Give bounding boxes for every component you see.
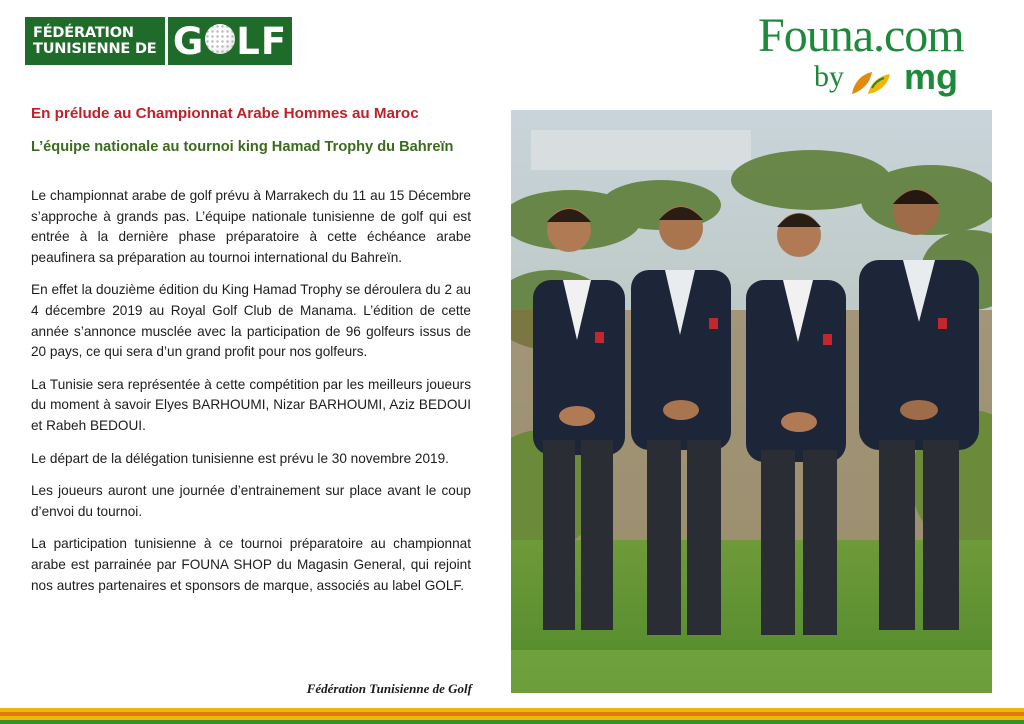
paragraph: La participation tunisienne à ce tournoi préparatoire au championnat arabe est parrainée par FOUNA SHOP du Magasin General, qui rejoint nos autres partenaires et sponsors de marque, associés au label GOLF.	[31, 536, 471, 593]
ftg-logo-line1: FÉDÉRATION	[33, 25, 134, 41]
ftg-logo-golf-word	[165, 17, 292, 65]
paragraph: La Tunisie sera représentée à cette compétition par les meilleurs joueurs du moment à savoir Elyes BARHOUMI, Nizar BARHOUMI, Aziz BEDOUI et Rabeh BEDOUI.	[31, 376, 471, 433]
team-photo-illustration	[511, 110, 992, 693]
ftg-logo-lf: LF	[236, 19, 288, 63]
footer-stripes	[0, 708, 1024, 724]
paragraph: Les joueurs auront une journée d’entrainement sur place avant le coup d’envoi du tournoi.	[31, 483, 471, 519]
founa-logo	[756, 8, 1006, 98]
paragraph: Le départ de la délégation tunisienne est prévu le 30 novembre 2019.	[31, 450, 449, 466]
paragraph: En effet la douzième édition du King Hamad Trophy se déroulera du 2 au 4 décembre 2019 au Royal Golf Club de Manama. L’édition de cette année s’annonce musclée avec la participation de 96 golfeurs issus de 20 pays, ce qui sera d’un grand profit pour nos golfeurs.	[31, 282, 471, 360]
article-subhead: L’équipe nationale au tournoi king Hamad Trophy du Bahreïn	[31, 139, 454, 155]
signature: Fédération Tunisienne de Golf	[306, 681, 472, 696]
founa-logo-mg: mg	[904, 56, 958, 97]
ftg-logo-line2: TUNISIENNE DE	[33, 41, 157, 57]
stripe-green	[0, 720, 1024, 724]
founa-logo-by: by	[814, 60, 844, 93]
ftg-logo-g: G	[172, 19, 205, 63]
founa-logo-main: Founa.com	[758, 9, 964, 62]
golf-ball-icon	[205, 24, 235, 54]
team-photo	[511, 110, 992, 693]
leaf-icon	[848, 64, 896, 98]
article-body	[31, 186, 471, 608]
article-headline: En prélude au Championnat Arabe Hommes au Maroc	[31, 105, 419, 122]
ftg-logo-text	[25, 17, 165, 65]
ftg-logo	[25, 17, 292, 65]
paragraph: Le championnat arabe de golf prévu à Marrakech du 11 au 15 Décembre s’approche à grands pas. L’équipe nationale tunisienne de golf qui est entrée à la dernière phase préparatoire à cette échéance arabe peaufinera sa préparation au tournoi international du Bahreïn.	[31, 188, 471, 265]
